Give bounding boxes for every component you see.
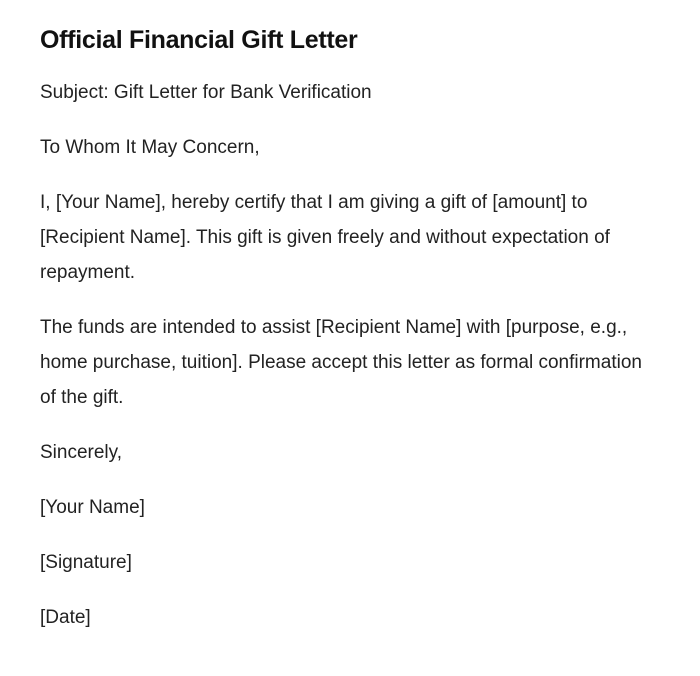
letter-subject: Subject: Gift Letter for Bank Verification (40, 82, 372, 103)
letter-salutation: To Whom It May Concern, (40, 137, 260, 158)
letter-date-placeholder: [Date] (40, 607, 91, 628)
letter-name-placeholder: [Your Name] (40, 497, 145, 518)
letter-paragraph-purpose: The funds are intended to assist [Recipient Name] with [purpose, e.g., home purchase, tuition]. Please accept this letter as formal confirmation of the gift. (40, 317, 642, 408)
letter-document (40, 22, 660, 655)
letter-closing: Sincerely, (40, 442, 123, 463)
letter-paragraph-certification: I, [Your Name], hereby certify that I am giving a gift of [amount] to [Recipient Name]. This gift is given freely and without expectation of repayment. (40, 192, 610, 283)
letter-signature-placeholder: [Signature] (40, 552, 132, 573)
letter-title: Official Financial Gift Letter (40, 26, 358, 54)
